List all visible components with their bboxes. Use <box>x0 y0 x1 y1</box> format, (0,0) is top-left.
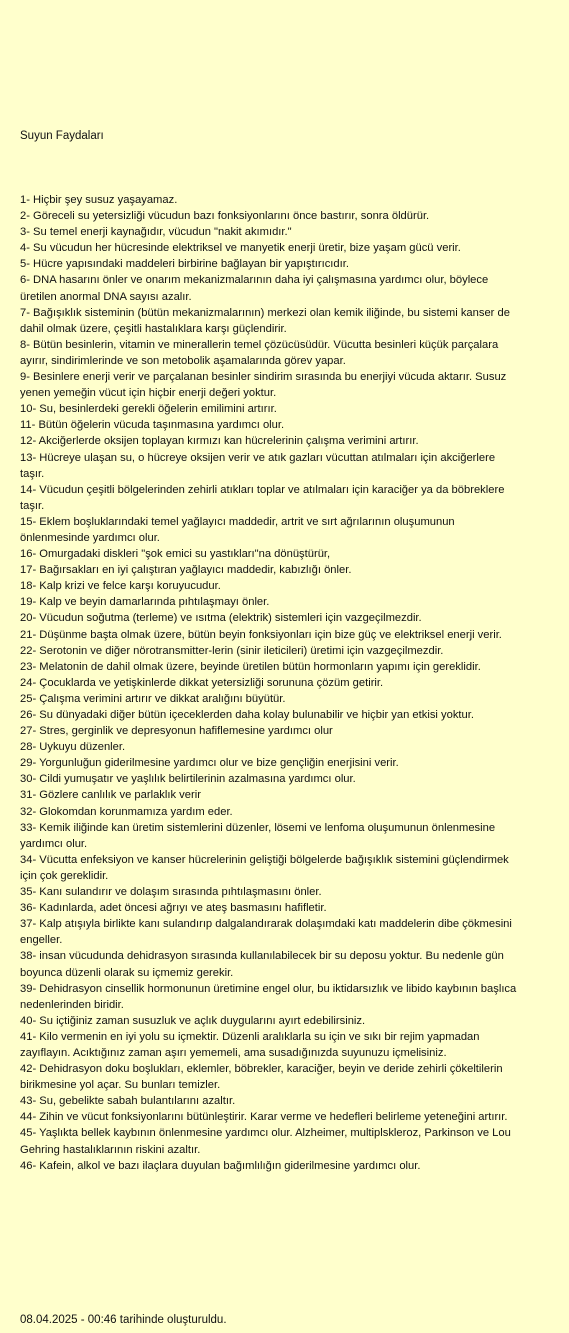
list-item: 26- Su dünyadaki diğer bütün içeceklerden daha kolay bulunabilir ve hiçbir yan etkisi yoktur. <box>20 709 474 721</box>
list-item: 9- Besinlere enerji verir ve parçalanan besinler sindirim sırasında bu enerjiyi vücuda aktarır. Susuz yenen yemeğin vücut için hiçbir enerji değeri yoktur. <box>20 371 507 400</box>
list-item: 37- Kalp atışıyla birlikte kanı sulandırıp dalgalandırarak dolaşımdaki katı maddelerin dibe çökmesini engeller. <box>20 918 512 947</box>
list-item: 16- Omurgadaki diskleri "şok emici su yastıkları"na dönüştürür, <box>20 548 331 561</box>
benefit-list <box>20 192 520 1174</box>
list-item: 41- Kilo vermenin en iyi yolu su içmektir. Düzenli aralıklarla su için ve sıkı bir rejim yapmadan zayıflayın. Acıktığınız zaman aşırı yememeli, ama susadığınızda suyunuzu içmelisiniz. <box>20 1030 480 1059</box>
list-item: 30- Cildi yumuşatır ve yaşlılık belirtilerinin azalmasına yardımcı olur. <box>20 773 356 786</box>
list-item: 1- Hiçbir şey susuz yaşayamaz. <box>20 194 178 206</box>
list-item: 28- Uykuyu düzenler. <box>20 741 126 754</box>
list-item: 7- Bağışıklık sisteminin (bütün mekanizmalarının) merkezi olan kemik iliğinde, bu sistemi kanser de dahil olmak üzere, çeşitli hastalıklara karşı güçlendirir. <box>20 306 510 335</box>
list-item: 25- Çalışma verimini artırır ve dikkat aralığını büyütür. <box>20 692 286 705</box>
list-item: 2- Göreceli su yetersizliği vücudun bazı fonksiyonlarını önce bastırır, sonra öldürür. <box>20 210 430 223</box>
list-item: 22- Serotonin ve diğer nörotransmitter-lerin (sinir ileticileri) üretimi için vazgeçilmezdir. <box>20 644 444 657</box>
list-item: 42- Dehidrasyon doku boşlukları, eklemler, böbrekler, karaciğer, beyin ve deride zehirli çökeltilerin birikmesine yol açar. Su bunları temizler. <box>20 1063 503 1092</box>
generated-timestamp: 08.04.2025 - 00:46 tarihinde oluşturuldu. <box>20 1314 227 1326</box>
list-item: 21- Düşünme başta olmak üzere, bütün beyin fonksiyonları için bize güç ve elektriksel enerji verir. <box>20 628 502 641</box>
list-item: 6- DNA hasarını önler ve onarım mekanizmalarının daha iyi çalışmasına yardımcı olur, böylece üretilen anormal DNA sayısı azalır. <box>20 274 489 303</box>
list-item: 36- Kadınlarda, adet öncesi ağrıyı ve ateş basmasını hafifletir. <box>20 902 327 915</box>
list-item: 19- Kalp ve beyin damarlarında pıhtılaşmayı önler. <box>20 596 270 609</box>
list-item: 14- Vücudun çeşitli bölgelerinden zehirli atıkları toplar ve atılmaları için karaciğer ya da böbreklere taşır. <box>20 483 505 512</box>
list-item: 38- insan vücudunda dehidrasyon sırasında kullanılabilecek bir su deposu yoktur. Bu nedenle gün boyunca düzenli olarak su içmemiz gerekir. <box>20 950 504 979</box>
list-item: 44- Zihin ve vücut fonksiyonlarını bütünleştirir. Karar verme ve hedefleri belirleme yeteneğini artırır. <box>20 1111 508 1124</box>
page-title: Suyun Faydaları <box>20 130 104 142</box>
list-item: 18- Kalp krizi ve felce karşı koruyucudur. <box>20 580 221 593</box>
list-item: 3- Su temel enerji kaynağıdır, vücudun "nakit akımıdır." <box>20 226 292 239</box>
list-item: 27- Stres, gerginlik ve depresyonun hafiflemesine yardımcı olur <box>20 725 333 738</box>
list-item: 17- Bağırsakları en iyi çalıştıran yağlayıcı maddedir, kabızlığı önler. <box>20 564 352 577</box>
list-item: 32- Glokomdan korunmamıza yardım eder. <box>20 805 233 818</box>
list-item: 8- Bütün besinlerin, vitamin ve minerallerin temel çözücüsüdür. Vücutta besinleri küçük parçalara ayırır, sindirimlerinde ve son metobolik aşamalarında görev yapar. <box>20 338 499 367</box>
list-item: 24- Çocuklarda ve yetişkinlerde dikkat yetersizliği sorununa çözüm getirir. <box>20 676 384 689</box>
list-item: 5- Hücre yapısındaki maddeleri birbirine bağlayan bir yapıştırıcıdır. <box>20 258 349 271</box>
list-item: 33- Kemik iliğinde kan üretim sistemlerini düzenler, lösemi ve lenfoma oluşumunun önlenmesine yardımcı olur. <box>20 821 496 850</box>
list-item: 4- Su vücudun her hücresinde elektriksel ve manyetik enerji üretir, bize yaşam gücü verir. <box>20 242 461 255</box>
list-item: 46- Kafein, alkol ve bazı ilaçlara duyulan bağımlılığın giderilmesine yardımcı olur. <box>20 1159 421 1172</box>
list-item: 31- Gözlere canlılık ve parlaklık verir <box>20 789 201 802</box>
list-item: 20- Vücudun soğutma (terleme) ve ısıtma (elektrik) sistemleri için vazgeçilmezdir. <box>20 612 422 625</box>
list-item: 13- Hücreye ulaşan su, o hücreye oksijen verir ve atık gazları vücuttan atılmaları için akciğerlere taşır. <box>20 451 496 480</box>
list-item: 10- Su, besinlerdeki gerekli öğelerin emilimini artırır. <box>20 403 277 416</box>
list-item: 45- Yaşlıkta bellek kaybının önlenmesine yardımcı olur. Alzheimer, multiplskleroz, Parkinson ve Lou Gehring hastalıklarının riskini azaltır. <box>20 1127 511 1156</box>
list-item: 35- Kanı sulandırır ve dolaşım sırasında pıhtılaşmasını önler. <box>20 886 322 899</box>
list-item: 39- Dehidrasyon cinsellik hormonunun üretimine engel olur, bu iktidarsızlık ve libido kaybının başlıca nedenlerinden biridir. <box>20 982 517 1011</box>
list-item: 29- Yorgunluğun giderilmesine yardımcı olur ve bize gençliğin enerjisini verir. <box>20 757 399 770</box>
list-item: 12- Akciğerlerde oksijen toplayan kırmızı kan hücrelerinin çalışma verimini artırır. <box>20 435 419 448</box>
list-item: 15- Eklem boşluklarındaki temel yağlayıcı maddedir, artrit ve sırt ağrılarının oluşumunun önlenmesinde yardımcı olur. <box>20 515 455 544</box>
list-item: 11- Bütün öğelerin vücuda taşınmasına yardımcı olur. <box>20 419 285 432</box>
list-item: 34- Vücutta enfeksiyon ve kanser hücrelerinin geliştiği bölgelerde bağışıklık sistemini güçlendirmek için çok gereklidir. <box>20 853 509 882</box>
list-item: 40- Su içtiğiniz zaman susuzluk ve açlık duygularını ayırt edebilirsiniz. <box>20 1014 366 1027</box>
list-item: 43- Su, gebelikte sabah bulantılarını azaltır. <box>20 1095 236 1108</box>
list-item: 23- Melatonin de dahil olmak üzere, beyinde üretilen bütün hormonların yapımı için gereklidir. <box>20 660 481 673</box>
